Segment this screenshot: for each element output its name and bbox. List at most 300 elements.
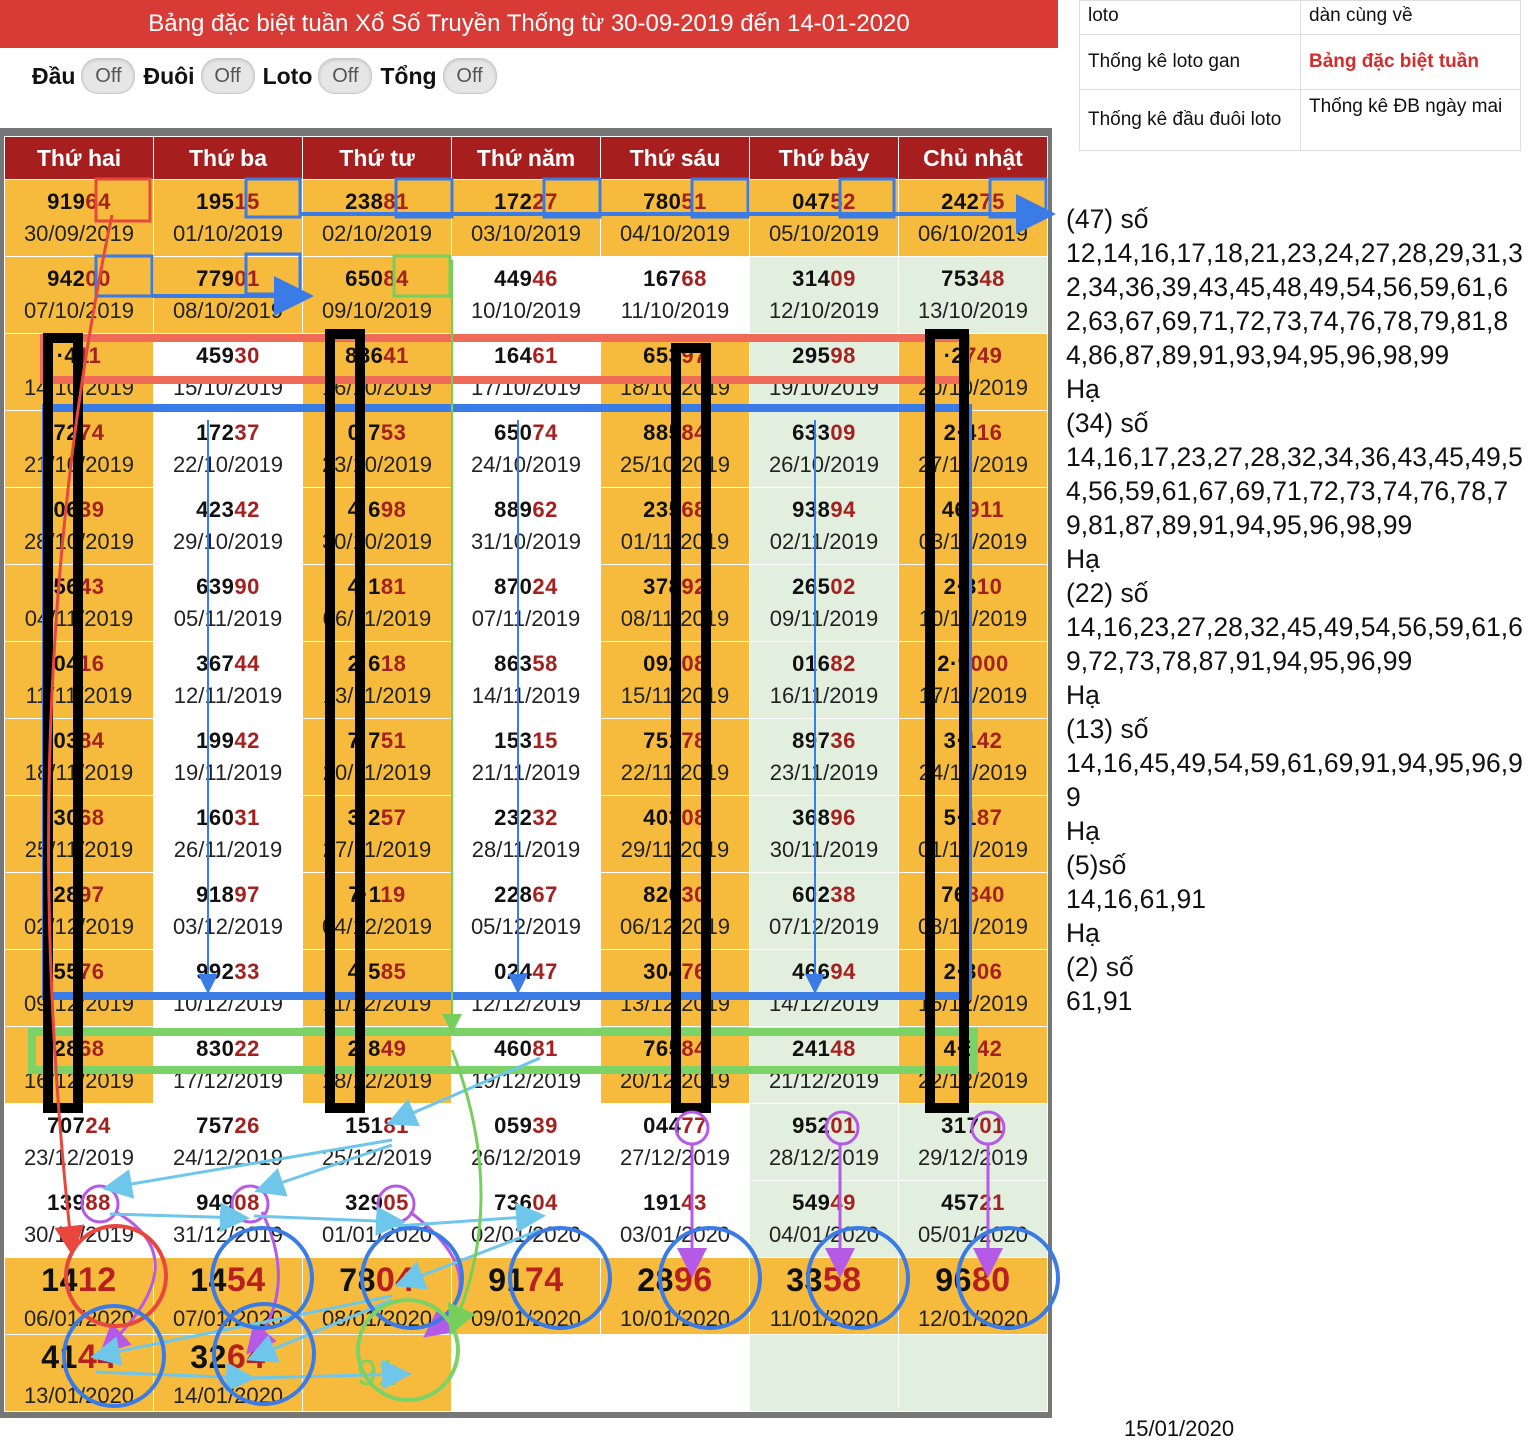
prize-head: 639 <box>196 574 235 599</box>
prize-number <box>303 1190 451 1216</box>
draw-date: 10/12/2019 <box>172 991 284 1016</box>
week-row <box>5 1335 1048 1412</box>
day-cell <box>750 180 899 257</box>
note-line: 14,16,45,49,54,59,61,69,91,94,95,96,99 <box>1066 748 1523 812</box>
week-row <box>5 1258 1048 1335</box>
note-line: Hạ <box>1066 544 1100 574</box>
side-link-loto-gan[interactable]: Thống kê loto gan <box>1080 35 1301 90</box>
draw-date: 04/01/2020 <box>768 1222 880 1247</box>
prize-tail: 54 <box>226 1260 266 1299</box>
prize-head: 460 <box>494 1036 533 1061</box>
draw-date: 03/11/2019 <box>918 529 1028 554</box>
prize-head: 886 <box>345 343 384 368</box>
draw-date: 23/12/2019 <box>23 1145 135 1170</box>
draw-date: 14/12/2019 <box>768 991 880 1016</box>
prize-number <box>899 420 1047 446</box>
toggle-label-dau: Đầu <box>32 62 76 89</box>
note-line: Hạ <box>1066 918 1100 948</box>
prize-tail: 48 <box>830 1036 856 1061</box>
draw-date: 01/12/2019 <box>917 837 1029 862</box>
prize-tail: 81 <box>383 1113 409 1138</box>
prize-tail: 38 <box>830 882 856 907</box>
day-cell <box>303 488 452 565</box>
prize-tail: 67 <box>532 882 558 907</box>
day-cell <box>303 1181 452 1258</box>
toggle-label-duoi: Đuôi <box>143 62 195 89</box>
draw-date: 28/12/2019 <box>768 1145 880 1170</box>
prize-number <box>601 882 749 908</box>
side-link-db-tuan[interactable]: Bảng đặc biệt tuần <box>1301 35 1521 90</box>
prize-tail: 24 <box>532 574 558 599</box>
prize-tail: 42 <box>234 497 260 522</box>
prize-number <box>601 189 749 215</box>
day-cell <box>303 873 452 950</box>
prize-number <box>5 651 153 677</box>
prize-tail: 97 <box>234 882 260 907</box>
prize-tail: 68 <box>681 266 707 291</box>
prize-number <box>899 574 1047 600</box>
week-row <box>5 1104 1048 1181</box>
day-cell <box>601 565 750 642</box>
day-cell <box>750 1181 899 1258</box>
analysis-notes <box>1066 202 1526 1018</box>
prize-tail: 27 <box>532 189 558 214</box>
prize-number <box>154 420 302 446</box>
draw-date: 14/10/2019 <box>23 375 135 400</box>
day-cell <box>5 719 154 796</box>
day-cell <box>452 257 601 334</box>
day-cell <box>154 642 303 719</box>
prize-number <box>154 343 302 369</box>
prize-head: 28 <box>53 1036 79 1061</box>
draw-date: 15/10/2019 <box>172 375 284 400</box>
draw-date: 11/01/2020 <box>769 1305 879 1331</box>
day-cell <box>750 411 899 488</box>
prize-head: 826 <box>643 882 682 907</box>
day-cell <box>750 873 899 950</box>
prize-number <box>303 343 451 369</box>
day-cell <box>452 873 601 950</box>
draw-date: 25/11/2019 <box>24 837 134 862</box>
prize-tail: 04 <box>375 1260 415 1299</box>
prize-number <box>303 420 451 446</box>
weekday-5: Thứ bảy <box>750 137 899 180</box>
prize-number <box>5 189 153 215</box>
day-cell <box>899 1027 1048 1104</box>
prize-number <box>452 728 600 754</box>
day-cell <box>5 257 154 334</box>
day-cell <box>154 719 303 796</box>
draw-date: 27/10/2019 <box>917 452 1029 477</box>
draw-date: 02/11/2019 <box>769 529 879 554</box>
prize-number <box>303 959 451 985</box>
draw-date: 22/11/2019 <box>620 760 730 785</box>
prize-number <box>154 1190 302 1216</box>
prize-head: 952 <box>792 1113 831 1138</box>
prize-tail: 92 <box>681 574 707 599</box>
draw-date: 07/12/2019 <box>768 914 880 939</box>
draw-date: 09/10/2019 <box>321 298 433 323</box>
prize-head: 191 <box>643 1190 682 1215</box>
draw-date: 11/11/2019 <box>25 683 133 708</box>
day-cell <box>750 719 899 796</box>
prize-tail: 32 <box>532 805 558 830</box>
day-cell <box>750 1258 899 1335</box>
draw-date: 13/11/2019 <box>322 683 432 708</box>
prize-head: 241 <box>792 1036 831 1061</box>
prize-number <box>452 189 600 215</box>
prize-tail: 08 <box>681 651 707 676</box>
prize-tail: 80 <box>971 1260 1011 1299</box>
prize-number <box>452 497 600 523</box>
day-cell <box>601 1181 750 1258</box>
prize-tail: 94 <box>830 497 856 522</box>
draw-date: 12/11/2019 <box>173 683 283 708</box>
prize-head: 238 <box>345 189 384 214</box>
note-line: (5)số <box>1066 850 1127 880</box>
prize-number <box>601 420 749 446</box>
day-cell <box>154 1258 303 1335</box>
day-cell <box>899 1258 1048 1335</box>
prize-tail: 24 <box>85 1113 111 1138</box>
week-row <box>5 1181 1048 1258</box>
prize-number <box>452 574 600 600</box>
prize-head: 938 <box>792 497 831 522</box>
prize-head: 295 <box>792 343 831 368</box>
weekday-3: Thứ năm <box>452 137 601 180</box>
note-line: Hạ <box>1066 374 1100 404</box>
prize-number <box>601 1036 749 1062</box>
day-cell <box>601 719 750 796</box>
day-cell <box>899 257 1048 334</box>
prize-tail: 96 <box>830 805 856 830</box>
prize-number <box>899 959 1047 985</box>
day-cell <box>452 719 601 796</box>
draw-date: 05/01/2020 <box>917 1222 1029 1247</box>
prize-head: ·4 <box>56 343 78 368</box>
prize-tail: 15 <box>234 189 260 214</box>
day-cell <box>899 1181 1048 1258</box>
prize-number <box>154 266 302 292</box>
draw-date: 06/01/2020 <box>23 1305 135 1331</box>
day-cell <box>154 565 303 642</box>
day-cell <box>5 873 154 950</box>
prize-head: 06 <box>53 497 79 522</box>
toggle-label-loto: Loto <box>262 62 313 89</box>
prize-tail: 00 <box>85 266 111 291</box>
day-cell <box>601 1104 750 1181</box>
prize-head: 7·7 <box>347 728 381 753</box>
prize-number <box>303 882 451 908</box>
prize-tail: 84 <box>383 266 409 291</box>
weekday-0: Thứ hai <box>5 137 154 180</box>
draw-date: 14/11/2019 <box>471 683 581 708</box>
prize-head: 707 <box>47 1113 86 1138</box>
prize-tail: 62 <box>532 497 558 522</box>
prize-head: 5·1 <box>943 805 977 830</box>
draw-date: 08/10/2019 <box>172 298 284 323</box>
prize-tail: 84 <box>681 420 707 445</box>
day-cell <box>303 719 452 796</box>
week-row <box>5 565 1048 642</box>
day-cell <box>154 180 303 257</box>
day-cell <box>750 1104 899 1181</box>
prize-number <box>303 497 451 523</box>
prize-number <box>899 497 1047 523</box>
draw-date: 13/10/2019 <box>917 298 1029 323</box>
draw-date: 05/12/2019 <box>470 914 582 939</box>
day-cell <box>601 180 750 257</box>
prize-tail: 98 <box>830 343 856 368</box>
draw-date: 20/11/2019 <box>322 760 432 785</box>
day-cell <box>303 257 452 334</box>
day-cell <box>899 1104 1048 1181</box>
draw-date: 30/09/2019 <box>23 221 135 246</box>
prize-number <box>5 1113 153 1139</box>
prize-tail: 61 <box>532 343 558 368</box>
prize-number <box>303 805 451 831</box>
prize-head: 14 <box>190 1261 227 1298</box>
prize-head: 633 <box>792 420 831 445</box>
day-cell <box>5 334 154 411</box>
toggle-dau[interactable]: Off <box>81 58 135 94</box>
prize-head: 55 <box>53 959 79 984</box>
prize-head: 650 <box>494 420 533 445</box>
prize-tail: 01 <box>979 1113 1005 1138</box>
draw-date: 09/12/2019 <box>23 991 135 1016</box>
day-cell <box>154 1181 303 1258</box>
week-row <box>5 488 1048 565</box>
side-link-loto[interactable]: loto <box>1080 1 1301 35</box>
prize-tail: 82 <box>830 651 856 676</box>
prize-tail: 43 <box>681 1190 707 1215</box>
prize-number <box>750 651 898 677</box>
prize-tail: 96 <box>673 1260 713 1299</box>
prize-head: 757 <box>196 1113 235 1138</box>
prize-number <box>303 728 451 754</box>
prize-number <box>750 959 898 985</box>
prize-number <box>5 497 153 523</box>
toggle-tong[interactable]: Off <box>443 58 497 94</box>
draw-date: 01/10/2019 <box>172 221 284 246</box>
note-line: 14,16,17,23,27,28,32,34,36,43,45,49,54,56,59,61,67,69,71,72,73,74,76,78,79,81,87,89,91,94,95,96,98,99 <box>1066 442 1523 540</box>
prize-tail: 58 <box>532 651 558 676</box>
prize-number <box>5 266 153 292</box>
prize-head: 235 <box>643 497 682 522</box>
prize-head: 46 <box>941 497 968 522</box>
prize-head: 317 <box>941 1113 980 1138</box>
day-cell <box>601 1258 750 1335</box>
note-line: Hạ <box>1066 680 1100 710</box>
prize-tail: 44 <box>77 1337 117 1376</box>
prize-number <box>601 574 749 600</box>
day-cell <box>5 180 154 257</box>
draw-date: 26/10/2019 <box>768 452 880 477</box>
day-cell <box>154 257 303 334</box>
prize-number <box>154 1036 302 1062</box>
prize-number <box>452 651 600 677</box>
day-cell <box>452 1104 601 1181</box>
draw-date: 13/01/2020 <box>23 1382 135 1408</box>
prize-tail: 81 <box>383 189 409 214</box>
day-cell <box>452 334 601 411</box>
draw-date: 06/12/2019 <box>619 914 731 939</box>
prize-number <box>303 1113 451 1139</box>
draw-date: 15/11/2019 <box>620 683 730 708</box>
draw-date: 21/12/2019 <box>768 1068 880 1093</box>
prize-head: 602 <box>792 882 831 907</box>
side-link-db-ngay-mai[interactable]: Thống kê ĐB ngày mai <box>1301 90 1521 151</box>
draw-date: 18/12/2019 <box>321 1068 433 1093</box>
note-line: 14,16,61,91 <box>1066 884 1206 914</box>
special-prize-calendar <box>4 136 1048 1412</box>
day-cell <box>452 796 601 873</box>
draw-date: 24/12/2019 <box>172 1145 284 1170</box>
day-cell <box>303 1104 452 1181</box>
prize-head: 3·2 <box>347 805 381 830</box>
draw-date: 30/10/2019 <box>321 529 433 554</box>
prize-number <box>601 1261 749 1300</box>
day-cell <box>750 796 899 873</box>
prize-head: 863 <box>494 651 533 676</box>
draw-date: 17/10/2019 <box>470 375 582 400</box>
prize-head: 092 <box>643 651 682 676</box>
day-cell <box>5 796 154 873</box>
prize-head: 03 <box>53 728 79 753</box>
day-cell <box>5 950 154 1027</box>
prize-tail: 77 <box>681 1113 707 1138</box>
day-cell <box>750 334 899 411</box>
week-row <box>5 642 1048 719</box>
prize-tail: 18 <box>380 651 407 676</box>
day-cell <box>154 873 303 950</box>
note-line: 12,14,16,17,18,21,23,24,27,28,29,31,32,34,36,39,43,45,48,49,54,56,59,61,62,63,67,69,71,72,73,74,76,78,79,81,84,86,87,89,91,93,94,95,96,98,99 <box>1066 238 1523 370</box>
prize-tail: 98 <box>380 497 407 522</box>
prize-head: 765 <box>643 1036 682 1061</box>
day-cell <box>154 796 303 873</box>
day-cell <box>750 257 899 334</box>
prize-number <box>601 343 749 369</box>
side-link-dau-duoi[interactable]: Thống kê đầu đuôi loto <box>1080 90 1301 151</box>
day-cell <box>303 796 452 873</box>
prize-number <box>750 497 898 523</box>
side-link-dan[interactable]: dàn cùng về <box>1301 1 1521 35</box>
day-cell <box>601 950 750 1027</box>
prize-tail: 53 <box>380 420 407 445</box>
draw-date: 27/11/2019 <box>322 837 432 862</box>
prize-tail: 22 <box>234 1036 260 1061</box>
week-row <box>5 334 1048 411</box>
day-cell <box>154 334 303 411</box>
prize-head: 160 <box>196 805 235 830</box>
draw-date: 06/10/2019 <box>917 221 1029 246</box>
week-row <box>5 873 1048 950</box>
prize-tail: 01 <box>234 266 260 291</box>
prize-head: 228 <box>494 882 533 907</box>
day-cell <box>601 873 750 950</box>
day-cell <box>601 488 750 565</box>
draw-date: 24/10/2019 <box>470 452 582 477</box>
prize-head: 28 <box>53 882 79 907</box>
prize-number <box>601 497 749 523</box>
prize-head: 2·6 <box>347 651 381 676</box>
prize-head: 4·6 <box>347 497 381 522</box>
prize-head: 139 <box>47 1190 86 1215</box>
prize-tail: 41 <box>383 343 409 368</box>
draw-date: 01/11/2019 <box>620 529 730 554</box>
prize-number <box>899 728 1047 754</box>
day-cell <box>750 1027 899 1104</box>
prize-number <box>154 1113 302 1139</box>
draw-date: 04/12/2019 <box>321 914 433 939</box>
prize-tail: 97 <box>681 343 707 368</box>
toggle-loto[interactable]: Off <box>318 58 372 94</box>
prize-number <box>303 574 451 600</box>
day-cell <box>750 642 899 719</box>
day-cell <box>303 1027 452 1104</box>
prize-number <box>601 728 749 754</box>
day-cell <box>899 719 1048 796</box>
weekday-2: Thứ tư <box>303 137 452 180</box>
draw-date: 29/12/2019 <box>917 1145 1029 1170</box>
prize-head: 96 <box>935 1261 972 1298</box>
prize-tail: 31 <box>234 805 260 830</box>
draw-date: 26/12/2019 <box>470 1145 582 1170</box>
prize-tail: 08 <box>681 805 707 830</box>
draw-date: 05/10/2019 <box>768 221 880 246</box>
prize-head: 753 <box>941 266 980 291</box>
draw-date: 14/01/2020 <box>172 1382 284 1408</box>
prize-number <box>5 1338 153 1377</box>
prize-head: 14 <box>41 1261 78 1298</box>
prize-tail: 74 <box>532 420 558 445</box>
day-cell <box>452 488 601 565</box>
day-cell <box>452 1335 601 1412</box>
highlight-number: 91 <box>356 1352 398 1393</box>
prize-number <box>303 651 451 677</box>
prize-head: 265 <box>792 574 831 599</box>
prize-head: 885 <box>643 420 682 445</box>
page-banner: Bảng đặc biệt tuần Xổ Số Truyền Thống từ 30-09-2019 đến 14-01-2020 <box>0 0 1058 48</box>
prize-head: 751 <box>643 728 682 753</box>
prize-head: 232 <box>494 805 533 830</box>
prize-head: 423 <box>196 497 235 522</box>
prize-tail: 81 <box>532 1036 558 1061</box>
draw-date: 25/12/2019 <box>321 1145 433 1170</box>
draw-date: 20/10/2019 <box>917 375 1029 400</box>
prize-tail: 94 <box>830 959 856 984</box>
prize-head: 314 <box>792 266 831 291</box>
prize-tail: 39 <box>532 1113 558 1138</box>
day-cell <box>5 1258 154 1335</box>
toggle-duoi[interactable]: Off <box>201 58 255 94</box>
day-cell <box>154 1335 303 1412</box>
prize-tail: 75 <box>979 189 1005 214</box>
prize-tail: 88 <box>85 1190 111 1215</box>
prize-tail: 68 <box>79 805 105 830</box>
draw-date: 02/12/2019 <box>23 914 135 939</box>
prize-tail: 49 <box>830 1190 856 1215</box>
prize-number <box>5 882 153 908</box>
draw-date: 02/01/2020 <box>470 1222 582 1247</box>
prize-head: 047 <box>792 189 831 214</box>
prize-head: 172 <box>494 189 533 214</box>
prize-number <box>750 805 898 831</box>
draw-date: 23/10/2019 <box>321 452 433 477</box>
prize-head: 889 <box>494 497 533 522</box>
day-cell <box>154 1027 303 1104</box>
day-cell <box>452 565 601 642</box>
